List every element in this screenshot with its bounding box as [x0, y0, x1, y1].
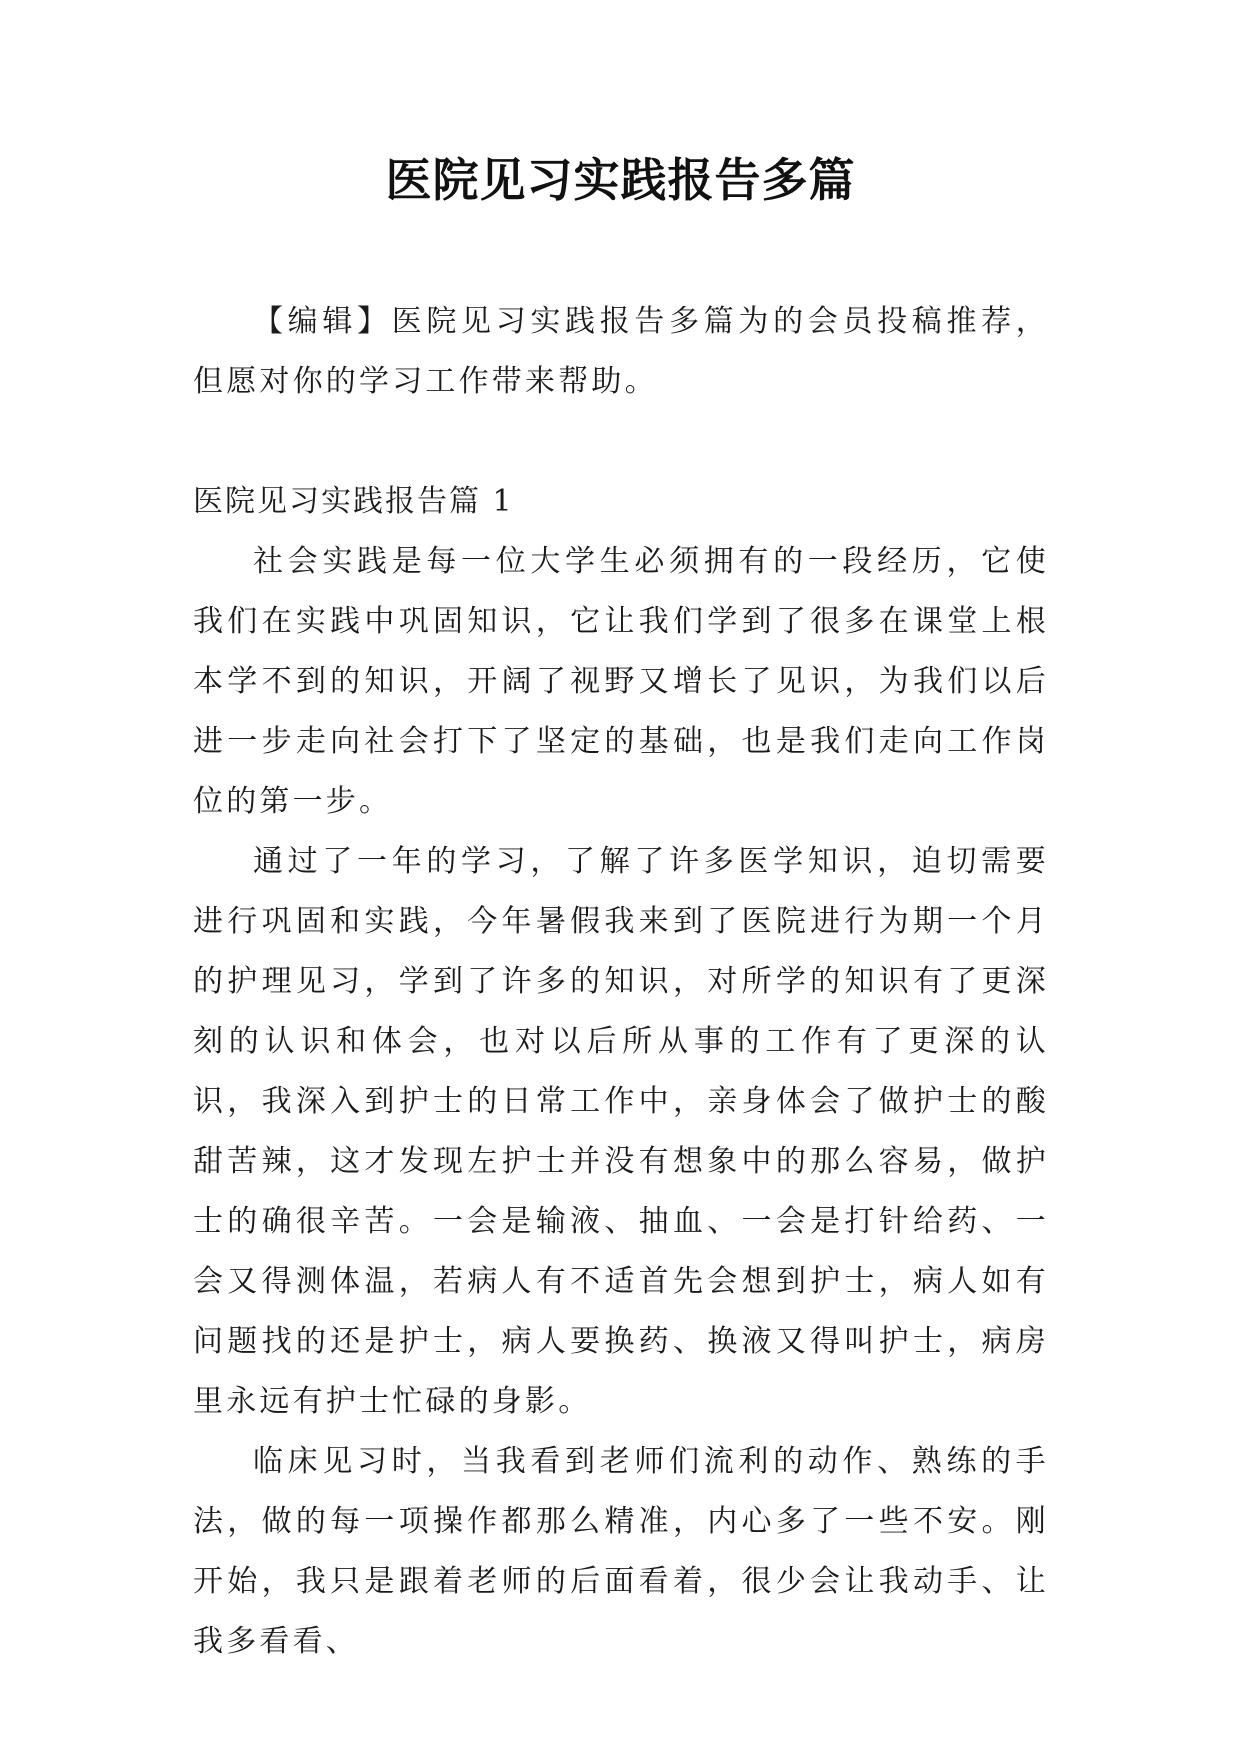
body-paragraph-3: 临床见习时，当我看到老师们流利的动作、熟练的手法，做的每一项操作都那么精准，内心多了一些不安。刚开始，我只是跟着老师的后面看着，很少会让我动手、让我多看看、: [193, 1444, 1049, 1659]
body-paragraph-2: 通过了一年的学习，了解了许多医学知识，迫切需要进行巩固和实践，今年暑假我来到了医院进行为期一个月的护理见习，学到了许多的知识，对所学的知识有了更深刻的认识和体会，也对以后所从事的工作有了更深的认识，我深入到护士的日常工作中，亲身体会了做护士的酸甜苦辣，这才发现左护士并没有想象中的那么容易，做护士的确很辛苦。一会是输液、抽血、一会是打针给药、一会又得测体温，若病人有不适首先会想到护士，病人如有问题找的还是护士，病人要换药、换液又得叫护士，病房里永远有护士忙碌的身影。: [193, 844, 1049, 1419]
body-paragraph-1: 社会实践是每一位大学生必须拥有的一段经历，它使我们在实践中巩固知识，它让我们学到了很多在课堂上根本学不到的知识，开阔了视野又增长了见识，为我们以后进一步走向社会打下了坚定的基础，也是我们走向工作岗位的第一步。: [193, 544, 1049, 819]
document-title: 医院见习实践报告多篇: [385, 153, 856, 207]
intro-paragraph: 【编辑】医院见习实践报告多篇为的会员投稿推荐，但愿对你的学习工作带来帮助。: [193, 304, 1049, 399]
section-heading: 医院见习实践报告篇 1: [193, 484, 514, 519]
document-body: [193, 292, 1049, 1672]
